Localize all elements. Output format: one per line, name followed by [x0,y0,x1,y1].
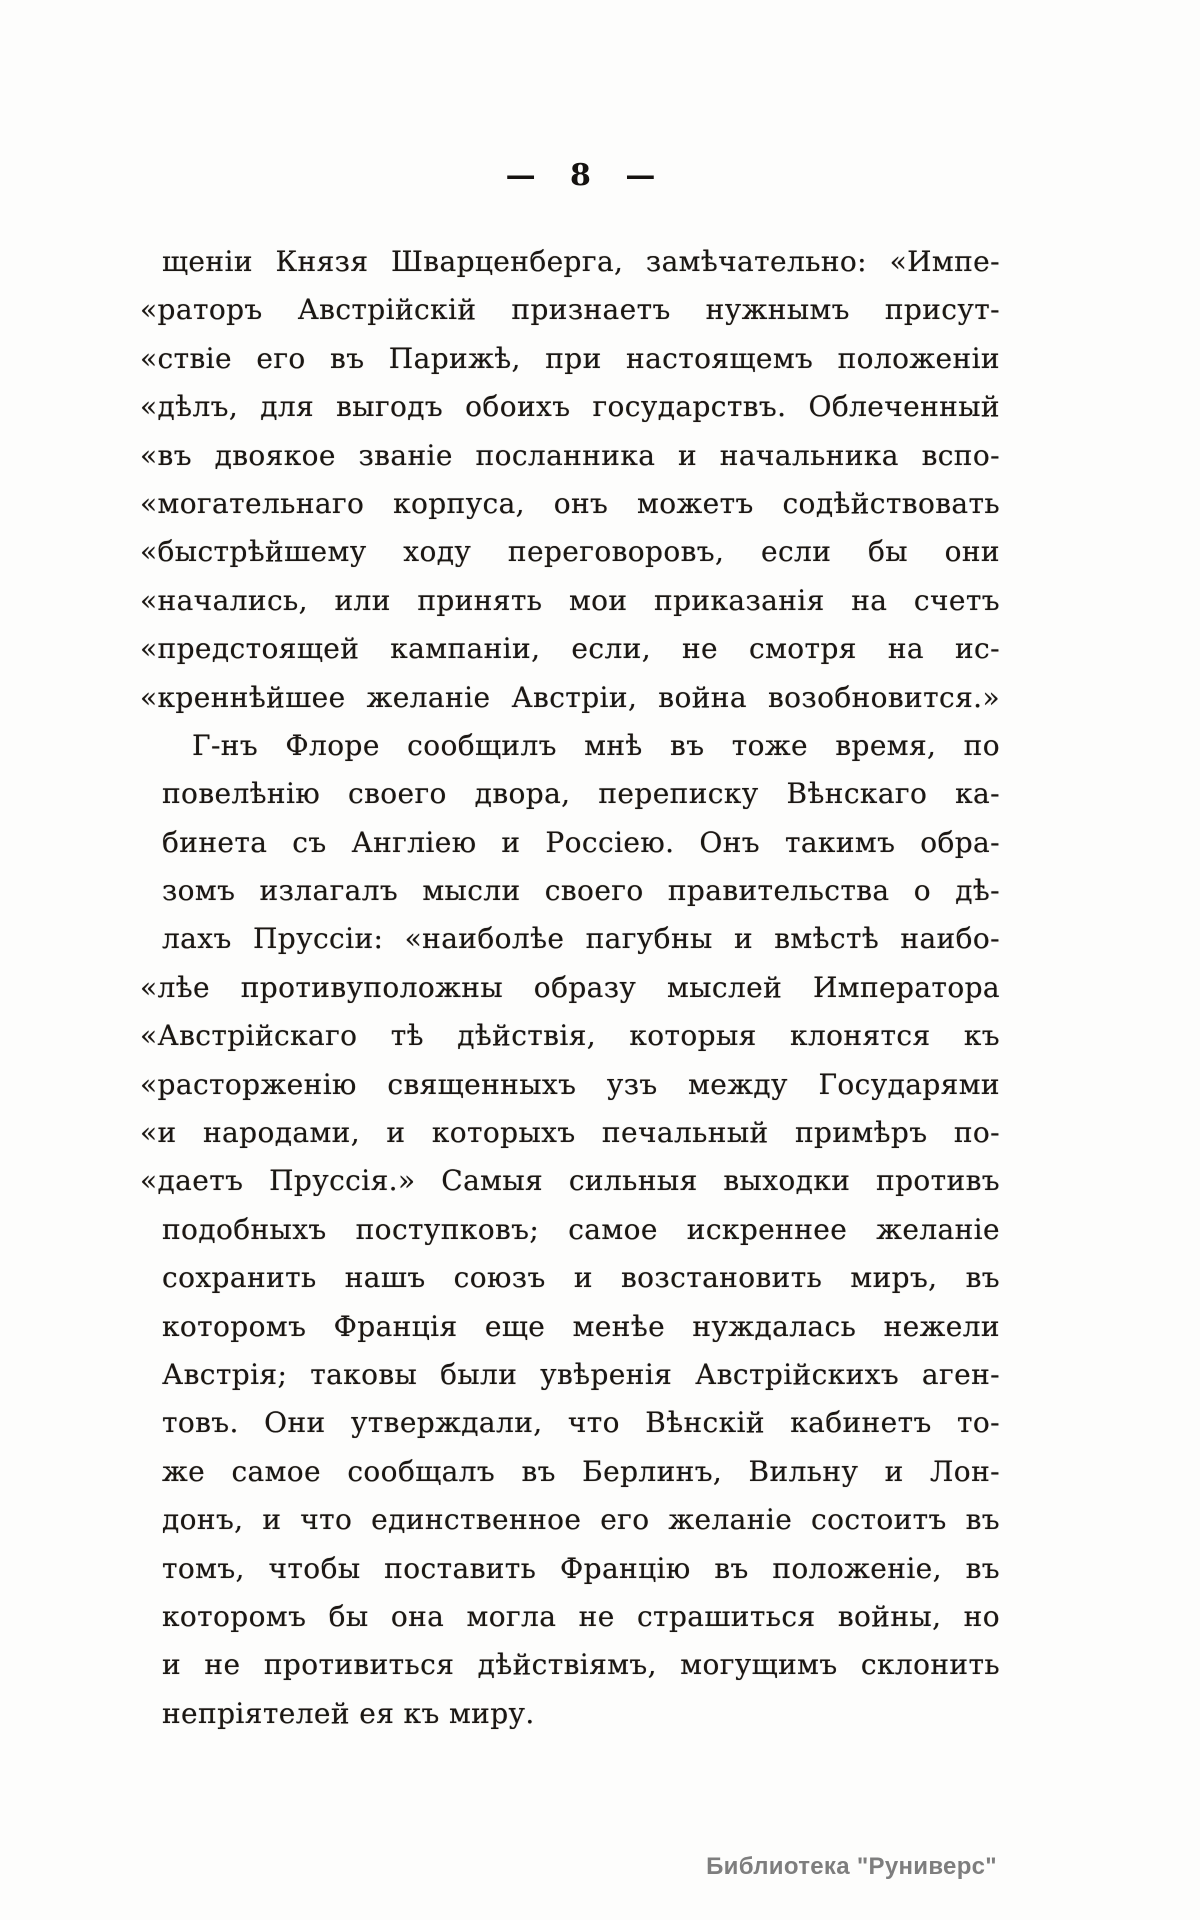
text-line: и не противиться дѣйствіямъ, могущимъ склонить [162,1648,1000,1682]
text-line: «ствіе его въ Парижѣ, при настоящемъ положеніи [140,341,1000,375]
text-line: «предстоящей кампаніи, если, не смотря на ис- [140,632,1000,666]
text-line: которомъ бы она могла не страшиться войны, но [162,1599,1000,1633]
text-line: донъ, и что единственное его желаніе состоитъ въ [162,1503,1000,1537]
body-text [140,238,1000,1738]
text-line: «въ двоякое званіе посланника и начальника вспо- [140,438,1000,472]
text-line: подобныхъ поступковъ; самое искреннее желаніе [162,1212,1000,1246]
text-line: бинета съ Англіею и Россіею. Онъ такимъ обра- [162,825,1000,859]
text-line: щеніи Князя Шварценберга, замѣчательно: «Импе- [162,245,1000,278]
text-line: «даетъ Пруссія.» Самыя сильныя выходки противъ [140,1164,1000,1198]
text-line: «раторъ Австрійскій признаетъ нужнымъ присут- [140,293,1000,327]
page-number: — 8 — [505,158,657,193]
text-line: лахъ Пруссіи: «наиболѣе пагубны и вмѣстѣ наибо- [162,922,1000,956]
text-line: томъ, чтобы поставить Францію въ положеніе, въ [162,1551,1000,1585]
text-line: «лѣе противуположны образу мыслей Императора [140,970,1000,1004]
text-line: «начались, или принять мои приказанія на счетъ [140,583,1000,617]
text-line: которомъ Франція еще менѣе нуждалась нежели [162,1309,1000,1343]
text-line: товъ. Они утверждали, что Вѣнскій кабинетъ то- [162,1406,1000,1440]
text-line: непріятелей ея къ миру. [162,1696,535,1730]
text-line: Г-нъ Флоре сообщилъ мнѣ въ тоже время, по [192,728,1000,762]
text-line: «дѣлъ, для выгодъ обоихъ государствъ. Облеченный [140,390,1000,424]
text-line: повелѣнію своего двора, переписку Вѣнскаго ка- [162,777,1000,811]
text-line: «Австрійскаго тѣ дѣйствія, которыя клонятся къ [140,1019,1000,1053]
text-line: «расторженію священныхъ узъ между Государями [140,1067,1000,1101]
text-line: сохранить нашъ союзъ и возстановить миръ, въ [162,1261,1000,1295]
text-line: Австрія; таковы были увѣренія Австрійскихъ аген- [162,1357,1000,1391]
text-line: зомъ излагалъ мысли своего правительства о дѣ- [162,874,1000,908]
text-line: «креннѣйшее желаніе Австріи, война возобновится.» [140,680,1000,714]
text-line: «могательнаго корпуса, онъ можетъ содѣйствовать [140,486,1000,520]
text-line: «быстрѣйшему ходу переговоровъ, если бы они [140,535,1000,569]
library-watermark: Библиотека "Руниверс" [706,1853,997,1880]
text-line: же самое сообщалъ въ Берлинъ, Вильну и Лон- [162,1454,1000,1488]
text-line: «и народами, и которыхъ печальный примѣръ по- [140,1116,1000,1150]
